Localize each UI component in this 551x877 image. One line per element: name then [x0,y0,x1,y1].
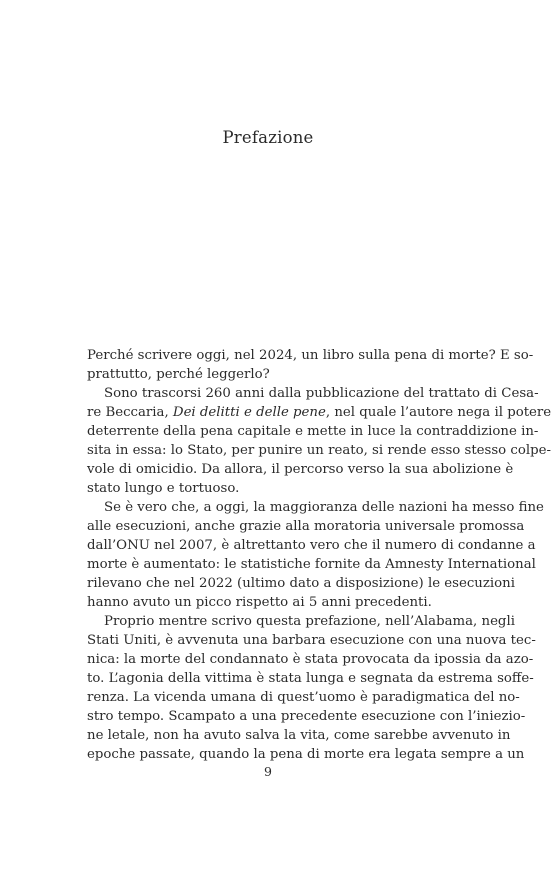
text-line: epoche passate, quando la pena di morte era legata sempre a un [87,747,525,762]
text-line: stro tempo. Scampato a una precedente esecuzione con l’iniezio- [87,709,526,724]
text-line: renza. La vicenda umana di quest’uomo è paradigmatica del no- [87,690,520,705]
text-line: to. L’agonia della vittima è stata lunga e segnata da estrema soffe- [87,671,534,686]
text-line: rilevano che nel 2022 (ultimo dato a disposizione) le esecuzioni [87,576,515,591]
page-number: 9 [264,764,272,779]
text-line: stato lungo e tortuoso. [87,481,240,496]
text-span: , nel quale l’autore nega il potere [325,405,551,420]
text-line [87,403,551,422]
text-line: prattutto, perché leggerlo? [87,367,270,382]
body-text [87,346,551,764]
chapter-title: Prefazione [222,128,314,147]
text-line: alle esecuzioni, anche grazie alla moratoria universale promossa [87,519,525,534]
text-line: morte è aumentato: le statistiche fornite da Amnesty International [87,557,536,572]
text-line: deterrente della pena capitale e mette in luce la contraddizione in- [87,424,539,439]
text-line: vole di omicidio. Da allora, il percorso verso la sua abolizione è [87,462,514,477]
text-line: Sono trascorsi 260 anni dalla pubblicazione del trattato di Cesa- [104,386,539,401]
text-line: Se è vero che, a oggi, la maggioranza delle nazioni ha messo fine [104,500,544,515]
text-line: dall’ONU nel 2007, è altrettanto vero che il numero di condanne a [87,538,536,553]
text-line: Proprio mentre scrivo questa prefazione, nell’Alabama, negli [104,614,515,629]
text-line: nica: la morte del condannato è stata provocata da ipossia da azo- [87,652,534,667]
text-line: Stati Uniti, è avvenuta una barbara esecuzione con una nuova tec- [87,633,536,648]
text-line: Perché scrivere oggi, nel 2024, un libro sulla pena di morte? E so- [87,348,534,363]
text-span: re Beccaria, [87,405,173,420]
text-line: ne letale, non ha avuto salva la vita, come sarebbe avvenuto in [87,728,511,743]
text-line: sita in essa: lo Stato, per punire un reato, si rende esso stesso colpe- [87,443,551,458]
text-line: hanno avuto un picco rispetto ai 5 anni precedenti. [87,595,432,610]
book-title-italic: Dei delitti e delle pene [172,405,326,420]
